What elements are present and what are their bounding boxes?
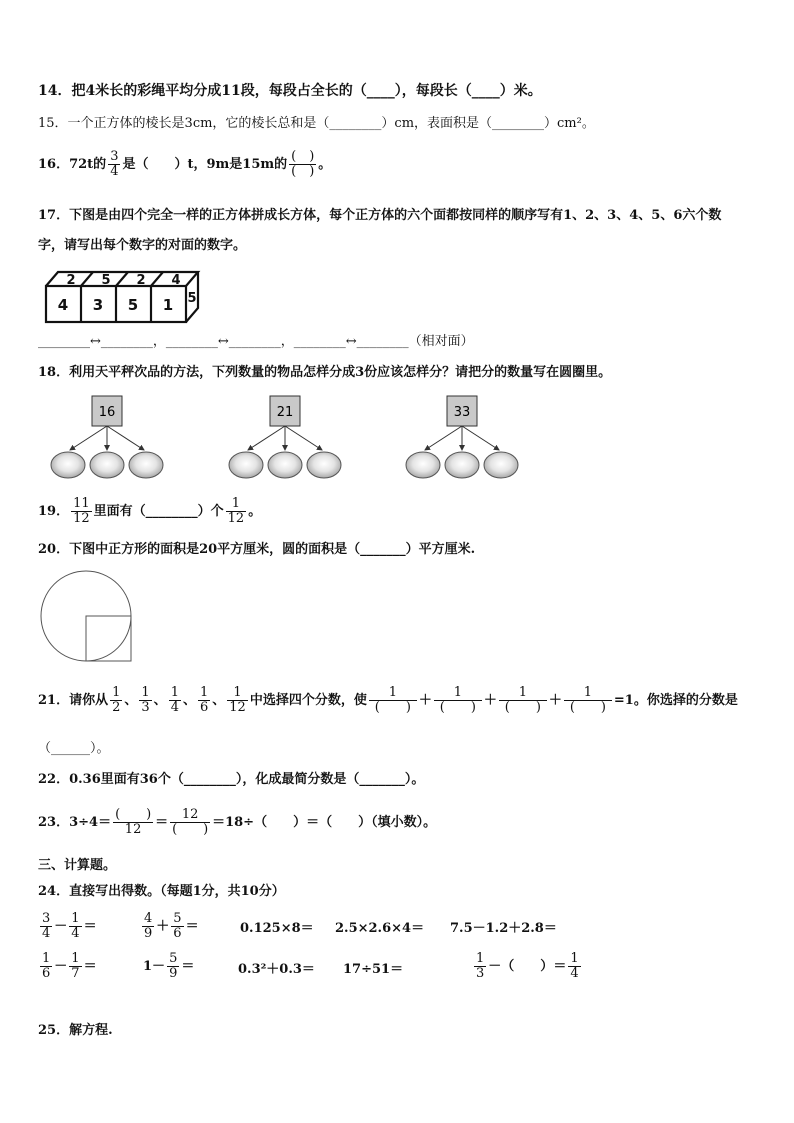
calc-3-4-minus-1-4: $\frac{3}{4}$ － $\frac{1}{4}$ ＝ (42, 911, 97, 941)
question-19: 19． $\frac{11}{12}$ 里面有（________）个 $\frac{1}{12}$ 。 (38, 496, 262, 526)
question-14: 14．把4米长的彩绳平均分成11段，每段占全长的（____），每段长（____）米。 (38, 83, 542, 99)
calc-17-div-51: 17÷51＝ (343, 962, 404, 977)
q19-fraction-1-12: $\frac{1}{12}$ (227, 496, 245, 526)
question-20: 20．下图中正方形的面积是20平方厘米，圆的面积是（_______）平方厘米. (38, 542, 476, 557)
q16-middle: 是（ ）t，9m是15m的 (122, 157, 288, 172)
q21-option-1-6: $\frac{1}{6}$ (199, 685, 209, 715)
question-16: 16．72t的 $\frac{3}{4}$ 是（ ）t，9m是15m的 $\frac{( )}{( )}$ 。 (38, 149, 332, 179)
q21-blank-fraction-4: $\frac{1}{( )}$ (564, 686, 612, 715)
cube-front-3: 5 (127, 296, 139, 314)
balance-split-diagram (40, 392, 540, 484)
box-33: 33 (453, 405, 471, 420)
calc-75-12-28: 7.5－1.2＋2.8＝ (450, 921, 557, 936)
answer-circle[interactable] (445, 452, 479, 478)
answer-circle[interactable] (51, 452, 85, 478)
q21-option-1-12: $\frac{1}{12}$ (229, 685, 246, 715)
question-22: 22．0.36里面有36个（________），化成最简分数是（_______）。 (38, 772, 425, 787)
calc-03-squared-plus-03: 0.3²＋0.3＝ (238, 962, 315, 977)
calc-0125-times-8: 0.125×8＝ (240, 921, 314, 936)
cube-front-1: 4 (57, 296, 69, 314)
q23-fraction-2: $\frac{12}{( )}$ (172, 807, 209, 837)
calc-1-minus-5-9: 1－ $\frac{5}{9}$ ＝ (143, 951, 195, 981)
q23-fraction-1: $\frac{( )}{12}$ (115, 807, 152, 837)
calc-4-9-plus-5-6: $\frac{4}{9}$ ＋ $\frac{5}{6}$ ＝ (144, 911, 199, 941)
question-18: 18．利用天平秤次品的方法，下列数量的物品怎样分成3份应该怎样分？请把分的数量写在圆圈里。 (38, 365, 612, 380)
q21-option-1-2: $\frac{1}{2}$ (112, 685, 121, 715)
q16-answer-fraction: $\frac{( )}{( )}$ (291, 149, 315, 179)
cube-side: 5 (187, 291, 197, 306)
answer-circle[interactable] (229, 452, 263, 478)
question-17-line1: 17．下图是由四个完全一样的正方体拼成长方体，每个正方体的六个面都按同样的顺序写有1、2、3、4、5、6六个数 (38, 208, 722, 223)
q21-option-1-4: $\frac{1}{4}$ (170, 685, 179, 715)
cube-top-3: 2 (136, 273, 146, 288)
q21-blank-fraction-1: $\frac{1}{( )}$ (369, 686, 417, 715)
q21-option-1-3: $\frac{1}{3}$ (141, 685, 150, 715)
cube-top-2: 5 (101, 273, 111, 288)
question-17-answer: ________↔________，________↔________，________↔________（相对面） (38, 334, 474, 349)
circle-square-diagram (38, 570, 138, 666)
q16-prefix: 16．72t的 (38, 157, 107, 172)
calc-1-3-minus-blank-eq-1-4: $\frac{1}{3}$ －（ ）＝ $\frac{1}{4}$ (476, 951, 579, 981)
question-15: 15．一个正方体的棱长是3cm，它的棱长总和是（________）cm，表面积是（________）cm²。 (38, 116, 595, 131)
answer-circle[interactable] (90, 452, 124, 478)
question-21: 21．请你从 $\frac{1}{2}$ 、 $\frac{1}{3}$ 、 $\frac{1}{4}$ 、 $\frac{1}{6}$ 、 $\frac{1}{12}$ 中选择四个分数，使 $\frac{1}{( )}$ ＋ $\frac{1}{( )}$ ＋ $\frac{1}{( )}$ ＋ $\frac{1}{( )}$ =1。你选择的分数是 (38, 685, 738, 715)
answer-circle[interactable] (406, 452, 440, 478)
q16-fraction: $\frac{3}{4}$ (110, 149, 119, 179)
answer-circle[interactable] (129, 452, 163, 478)
q21-blank-fraction-3: $\frac{1}{( )}$ (499, 686, 547, 715)
calc-1-6-minus-1-7: $\frac{1}{6}$ － $\frac{1}{7}$ ＝ (42, 951, 97, 981)
answer-circle[interactable] (307, 452, 341, 478)
question-24: 24．直接写出得数。（每题1分，共10分） (38, 884, 285, 899)
question-23: 23．3÷4＝ $\frac{( )}{12}$ ＝ $\frac{12}{( )}$ ＝18÷（ ）＝（ ）（填小数）。 (38, 807, 437, 837)
section-title-calculation: 三、计算题。 (38, 858, 117, 873)
cube-front-2: 3 (92, 296, 104, 314)
box-16: 16 (98, 405, 116, 420)
answer-circle[interactable] (268, 452, 302, 478)
question-17-line2: 字，请写出每个数字的对面的数字。 (38, 238, 247, 253)
cube-front-4: 1 (162, 296, 174, 314)
cube-top-4: 4 (171, 273, 181, 288)
q19-fraction-11-12: $\frac{11}{12}$ (73, 496, 90, 526)
cube-row-diagram (40, 268, 205, 328)
answer-circle[interactable] (484, 452, 518, 478)
q21-blank-fraction-2: $\frac{1}{( )}$ (434, 686, 482, 715)
box-21: 21 (276, 405, 294, 420)
question-21-answer: （______）。 (38, 741, 110, 756)
question-25: 25．解方程. (38, 1023, 113, 1038)
calc-25-26-4: 2.5×2.6×4＝ (335, 921, 425, 936)
cube-top-1: 2 (66, 273, 76, 288)
